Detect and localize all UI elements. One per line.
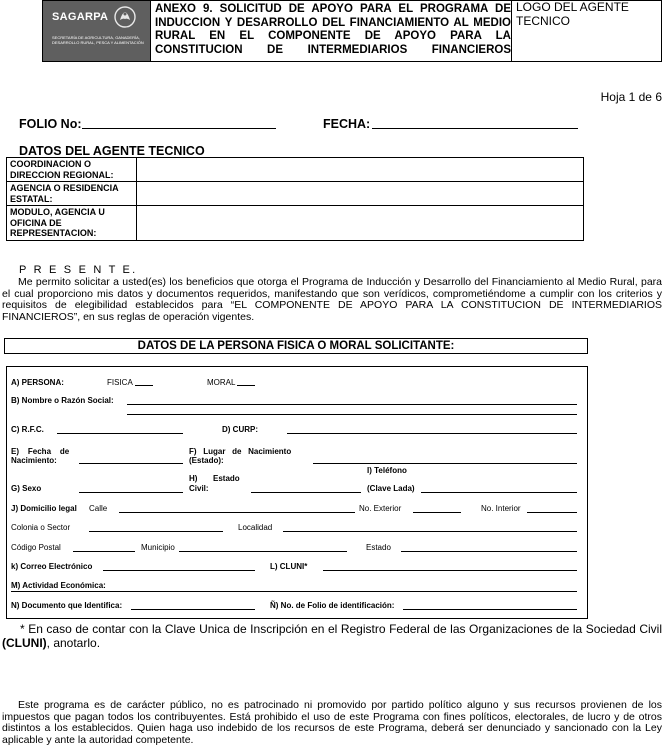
- applicant-section-title: DATOS DE LA PERSONA FISICA O MORAL SOLICITANTE:: [4, 338, 588, 354]
- cluni-field[interactable]: [323, 570, 577, 571]
- documento-field[interactable]: [131, 609, 255, 610]
- correo-field[interactable]: [103, 570, 255, 571]
- telefono-label: I) Teléfono: [367, 466, 407, 475]
- cluni-note: [2, 622, 662, 650]
- municipio-field[interactable]: [179, 551, 347, 552]
- folio-field[interactable]: [82, 128, 276, 129]
- no-exterior-label: No. Exterior: [359, 504, 402, 513]
- logo-subtitle: SECRETARÍA DE AGRICULTURA, GANADERÍA, DESARROLLO RURAL, PESCA Y ALIMENTACIÓN: [52, 35, 144, 45]
- sagarpa-logo: [43, 1, 151, 61]
- no-exterior-field[interactable]: [413, 512, 461, 513]
- nombre-label: B) Nombre o Razón Social:: [11, 396, 114, 405]
- municipio-label: Municipio: [141, 543, 175, 552]
- lugar-nac-label-2: (Estado):: [189, 456, 224, 465]
- fisica-field[interactable]: [135, 385, 153, 386]
- fecha-nac-label-2: Nacimiento:: [11, 456, 57, 465]
- note-text: * En caso de contar con la Clave Unica de Inscripción en el Registro Federal de las Organizaciones de la Sociedad Civil: [20, 622, 662, 636]
- codigo-postal-field[interactable]: [73, 551, 135, 552]
- agent-table: [6, 157, 584, 241]
- calle-label: Calle: [89, 504, 108, 513]
- agent-row-input[interactable]: [137, 206, 584, 241]
- nombre-field[interactable]: [127, 404, 577, 405]
- localidad-label: Localidad: [238, 523, 273, 532]
- logo-wordmark: SAGARPA: [52, 11, 109, 23]
- fecha-nac-field[interactable]: [79, 463, 183, 464]
- persona-label: A) PERSONA:: [11, 378, 64, 387]
- table-row: [7, 206, 584, 241]
- rfc-field[interactable]: [57, 433, 183, 434]
- document-title: ANEXO 9. SOLICITUD DE APOYO PARA EL PROGRAMA DE INDUCCION Y DESARROLLO DEL FINANCIAMIENTO AL MEDIO RURAL EN EL COMPONENTE DE APOYO PARA LA CONSTITUCION DE INTERMEDIARIOS FINANCIEROS: [155, 3, 511, 56]
- sexo-field[interactable]: [79, 492, 183, 493]
- estado-field[interactable]: [401, 551, 577, 552]
- curp-field[interactable]: [287, 433, 577, 434]
- note-bold: (CLUNI): [2, 636, 47, 650]
- agent-section-title: DATOS DEL AGENTE TECNICO: [19, 144, 205, 158]
- documento-label: N) Documento que Identifica:: [11, 601, 123, 610]
- no-interior-label: No. Interior: [481, 504, 521, 513]
- legal-footer: Este programa es de carácter público, no es patrocinado ni promovido por partido político alguno y sus recursos provienen de los impuestos que pagan todos los contribuyentes. Está prohibido el uso de este Programa con fines políticos, electorales, de lucro y de otros distintos a los establecidos. Quien haga uso indebido de los recursos de este Programa, deberá ser denunciado y sancionado con la Ley aplicable y ante la autoridad competente.: [2, 699, 662, 746]
- applicant-form: [6, 366, 588, 619]
- page-number: Hoja 1 de 6: [600, 90, 662, 104]
- clave-lada-label: (Clave Lada): [367, 484, 415, 493]
- note-end: , anotarlo.: [46, 636, 101, 650]
- folio-ident-label: Ñ) No. de Folio de identificación:: [270, 601, 395, 610]
- lugar-nac-field[interactable]: [313, 463, 577, 464]
- agent-row-input[interactable]: [137, 158, 584, 182]
- eagle-emblem-icon: [113, 5, 137, 29]
- estado-civil-field[interactable]: [251, 492, 361, 493]
- agent-row-label: COORDINACION O DIRECCION REGIONAL:: [7, 158, 137, 182]
- agent-logo-placeholder: LOGO DEL AGENTE TECNICO: [511, 1, 662, 61]
- no-interior-field[interactable]: [527, 512, 577, 513]
- fecha-nac-label: E) Fecha de: [11, 447, 70, 456]
- fisica-label: FISICA: [107, 378, 133, 387]
- moral-field[interactable]: [237, 385, 255, 386]
- actividad-label: M) Actividad Económica:: [11, 581, 106, 590]
- calle-field[interactable]: [119, 512, 355, 513]
- telefono-field[interactable]: [421, 492, 577, 493]
- lugar-nac-label: F) Lugar de Nacimiento: [189, 447, 292, 456]
- nombre-field-2[interactable]: [127, 414, 577, 415]
- curp-label: D) CURP:: [222, 425, 258, 434]
- colonia-label: Colonia o Sector: [11, 523, 71, 532]
- cluni-label: L) CLUNI*: [270, 562, 308, 571]
- domicilio-label: J) Domicilio legal: [11, 504, 77, 513]
- table-row: [7, 182, 584, 206]
- estado-label: Estado: [366, 543, 391, 552]
- actividad-field[interactable]: [11, 591, 577, 592]
- table-row: [7, 158, 584, 182]
- folio-ident-field[interactable]: [403, 609, 577, 610]
- agent-row-label: AGENCIA O RESIDENCIA ESTATAL:: [7, 182, 137, 206]
- codigo-postal-label: Código Postal: [11, 543, 61, 552]
- salutation: P R E S E N T E.: [19, 264, 138, 276]
- estado-civil-label: H) Estado: [189, 474, 240, 483]
- rfc-label: C) R.F.C.: [11, 425, 44, 434]
- document-header: [42, 0, 662, 62]
- localidad-field[interactable]: [283, 531, 577, 532]
- sexo-label: G) Sexo: [11, 484, 42, 493]
- moral-label: MORAL: [207, 378, 236, 387]
- fecha-label: FECHA:: [323, 117, 371, 131]
- colonia-field[interactable]: [89, 531, 223, 532]
- folio-label: FOLIO No:: [19, 117, 82, 131]
- correo-label: k) Correo Electrónico: [11, 562, 93, 571]
- fecha-field[interactable]: [372, 128, 578, 129]
- estado-civil-label-2: Civil:: [189, 484, 209, 493]
- agent-row-input[interactable]: [137, 182, 584, 206]
- intro-paragraph: Me permito solicitar a usted(es) los beneficios que otorga el Programa de Inducción y Desarrollo del Financiamiento al Medio Rural, para el cual proporciono mis datos y documentos requeridos, manifestando que son verídicos, comprometiéndome a cumplir con los criterios y requisitos de elegibilidad establecidos para “EL COMPONENTE DE APOYO PARA LA CONSTITUCION DE INTERMEDIARIOS FINANCIEROS”, en sus reglas de operación vigentes.: [2, 276, 662, 323]
- agent-row-label: MODULO, AGENCIA U OFICINA DE REPRESENTACION:: [7, 206, 137, 241]
